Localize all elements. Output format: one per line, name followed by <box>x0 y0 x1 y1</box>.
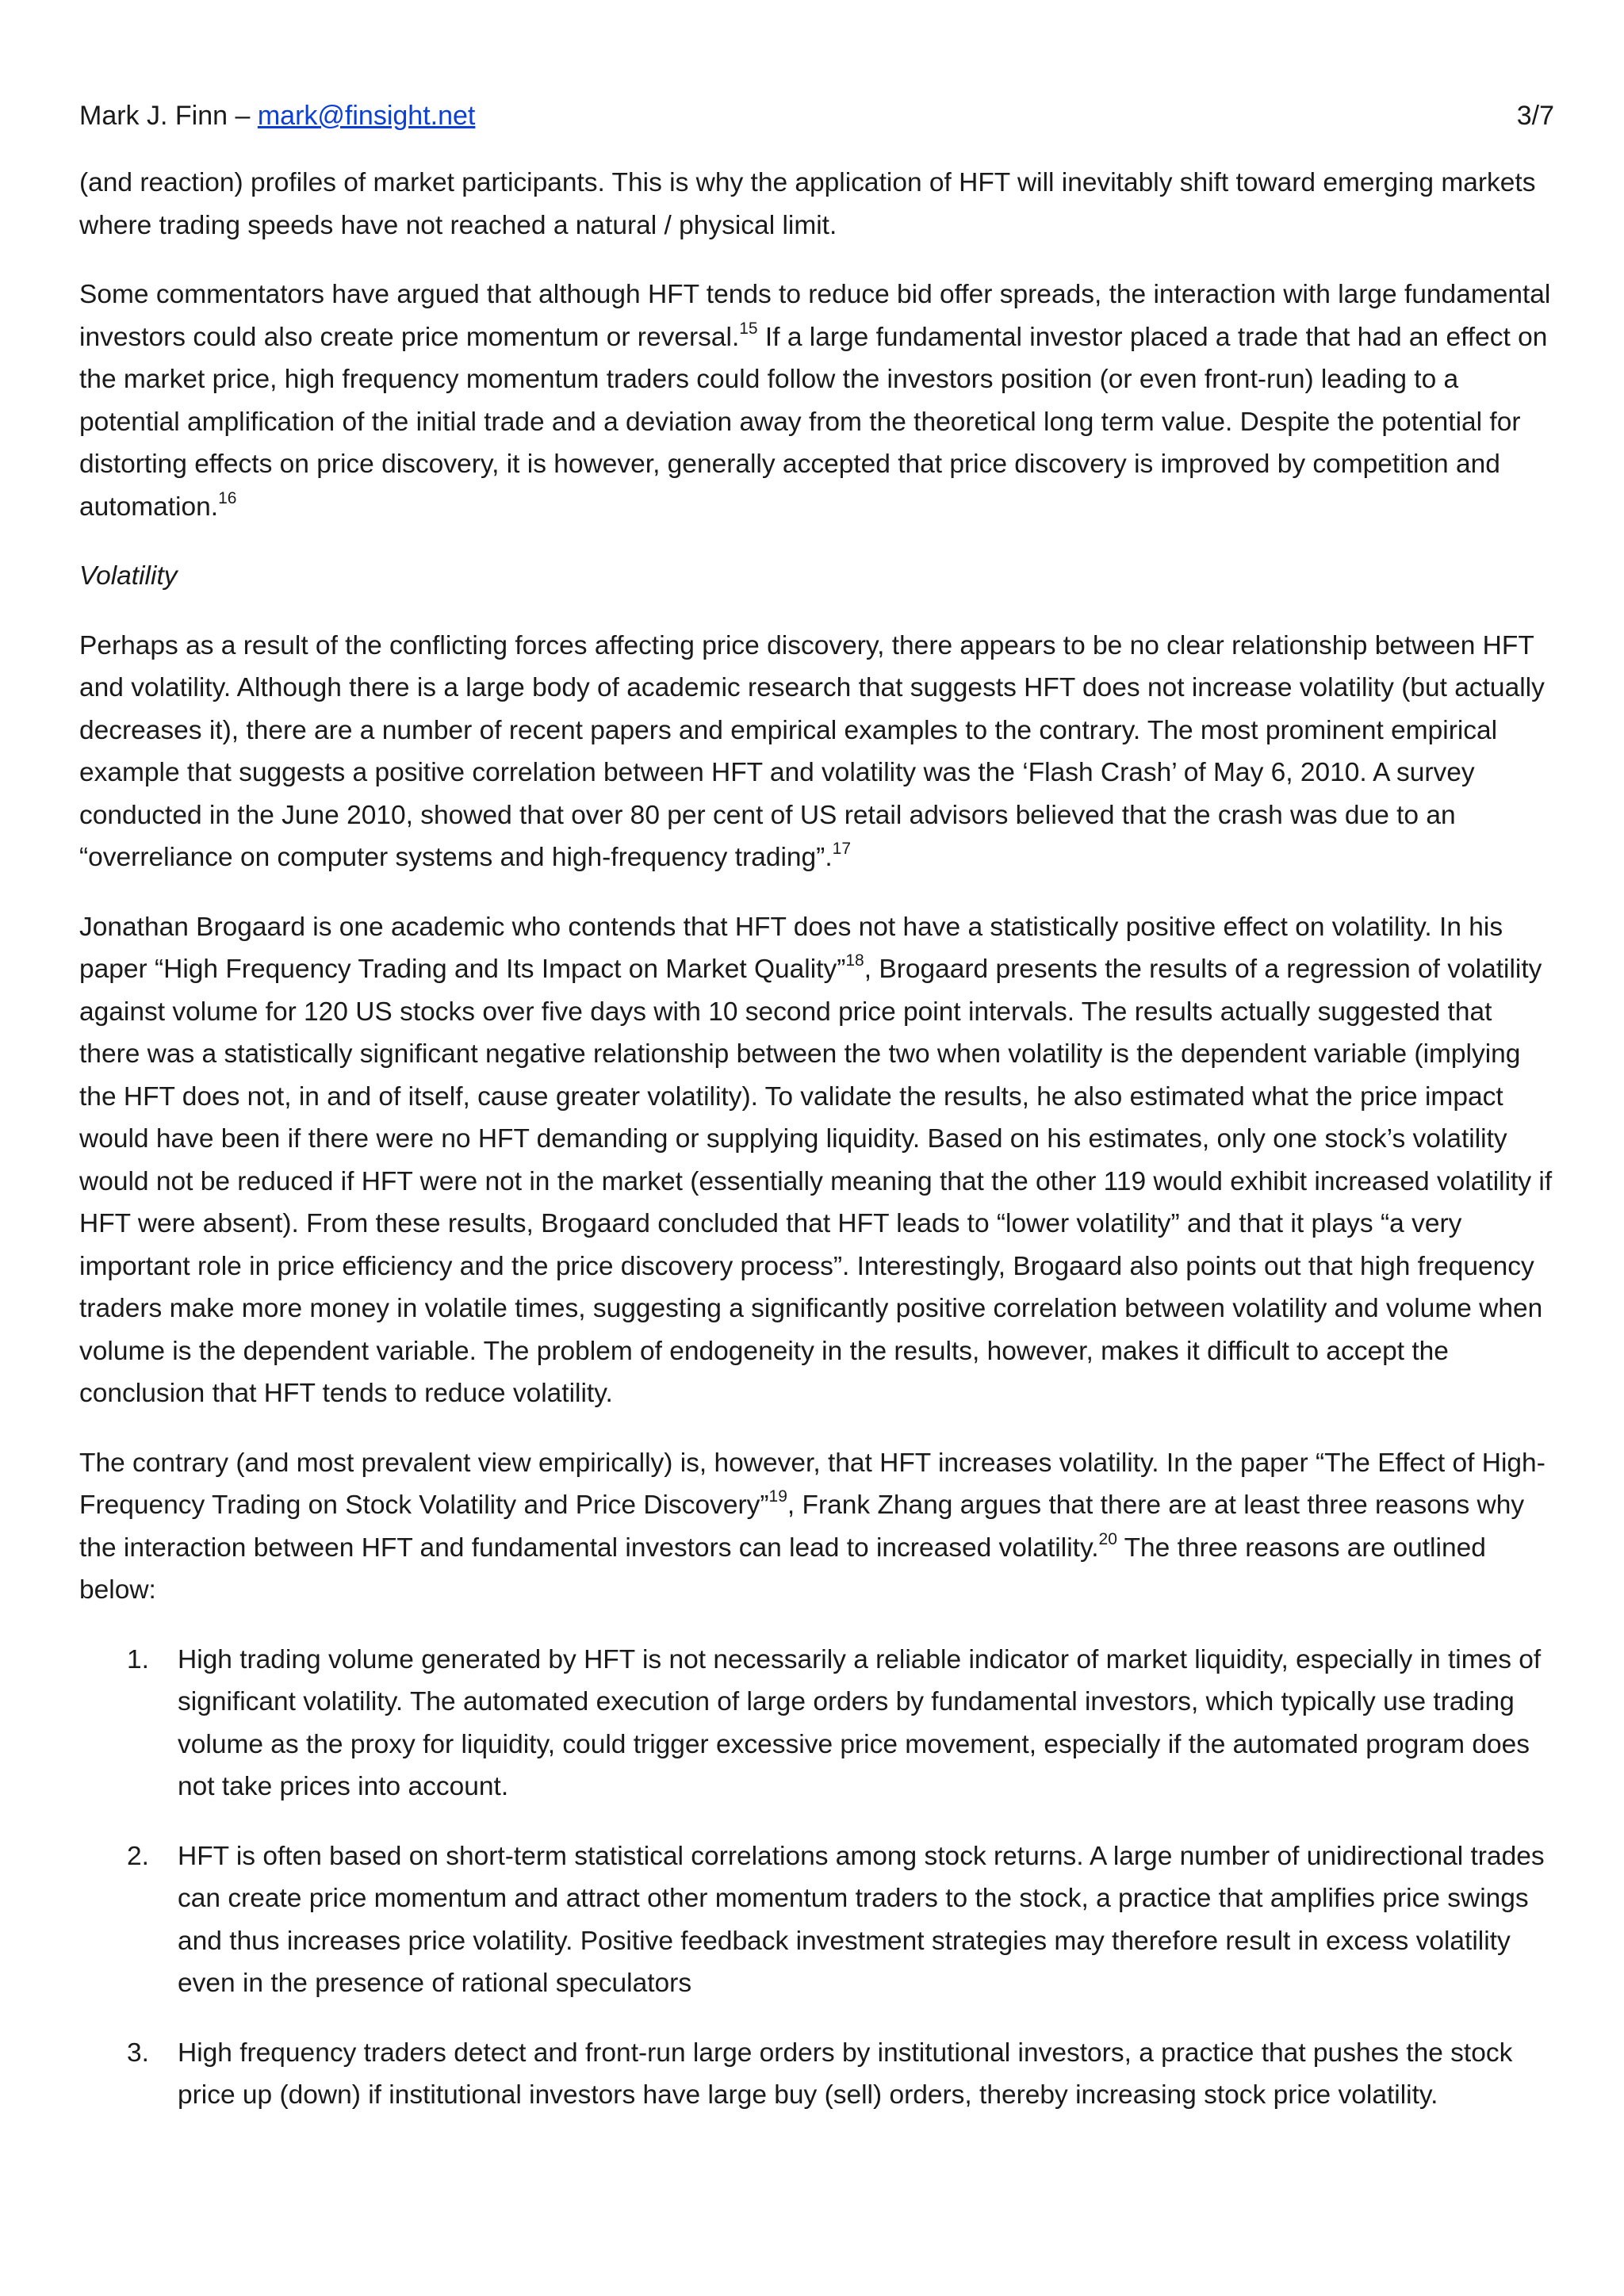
footnote-ref-19: 19 <box>768 1487 787 1506</box>
paragraph-5 <box>79 1442 1554 1612</box>
paragraph-4-text-a: Jonathan Brogaard is one academic who contends that HFT does not have a statistically positive effect on volatility. In his paper “High Frequency Trading and Its Impact on Market Quality” <box>79 912 1503 984</box>
footnote-ref-18: 18 <box>845 951 864 970</box>
author-name: Mark J. Finn – <box>79 101 258 131</box>
document-page <box>79 94 1554 2144</box>
list-item-number: 1. <box>127 1644 149 1674</box>
footnote-ref-16: 16 <box>218 488 237 507</box>
paragraph-4-text-b: , Brogaard presents the results of a regression of volatility against volume for 120 US stocks over five days with 10 second price point intervals. The results actually suggested that there was a statistically significant negative relationship between the two when volatility is the dependent variable (implying the HFT does not, in and of itself, cause greater volatility). To validate the results, he also estimated what the price impact would have been if there were no HFT demanding or supplying liquidity. Based on his estimates, only one stock’s volatility would not be reduced if HFT were not in the market (essentially meaning that the other 119 would exhibit increased volatility if HFT were absent). From these results, Brogaard concluded that HFT leads to “lower volatility” and that it plays “a very important role in price efficiency and the price discovery process”. Interestingly, Brogaard also points out that high frequency traders make more money in volatile times, suggesting a significantly positive correlation between volatility and volume when volume is the dependent variable. The problem of endogeneity in the results, however, makes it difficult to accept the conclusion that HFT tends to reduce volatility. <box>79 955 1553 1408</box>
paragraph-4 <box>79 906 1554 1415</box>
author-email-link[interactable]: mark@finsight.net <box>257 101 476 131</box>
list-item-text: HFT is often based on short-term statistical correlations among stock returns. A large number of unidirectional trades can create price momentum and attract other momentum traders to the stock, a practice that amplifies price swings and thus increases price volatility. Positive feedback investment strategies may therefore result in excess volatility even in the presence of rational speculators <box>178 1841 1545 1998</box>
paragraph-2-text-b: If a large fundamental investor placed a trade that had an effect on the market price, high frequency momentum traders could follow the investors position (or even front-run) leading to a potential amplification of the initial trade and a deviation away from the theoretical long term value. Despite the potential for distorting effects on price discovery, it is however, generally accepted that price discovery is improved by competition and automation. <box>79 322 1548 522</box>
list-item <box>79 2032 1554 2117</box>
paragraph-1 <box>79 162 1554 247</box>
page-header <box>79 94 1554 138</box>
list-item-number: 3. <box>127 2038 149 2068</box>
page-number: 3/7 <box>1516 101 1554 131</box>
paragraph-5-text-c: The three reasons are outlined below: <box>79 1533 1486 1605</box>
paragraph-1-text: (and reaction) profiles of market participants. This is why the application of HFT will inevitably shift toward emerging markets where trading speeds have not reached a natural / physical limit. <box>79 168 1536 240</box>
footnote-ref-15: 15 <box>739 319 758 338</box>
paragraph-5-text-a: The contrary (and most prevalent view empirically) is, however, that HFT increases volatility. In the paper “The Effect of High-Frequency Trading on Stock Volatility and Price Discovery” <box>79 1448 1545 1520</box>
footnote-ref-20: 20 <box>1098 1529 1117 1548</box>
list-item <box>79 1835 1554 2005</box>
list-item-number: 2. <box>127 1841 149 1871</box>
list-item <box>79 1639 1554 1808</box>
list-item-text: High frequency traders detect and front-run large orders by institutional investors, a practice that pushes the stock price up (down) if institutional investors have large buy (sell) orders, thereby increasing stock price volatility. <box>178 2038 1513 2110</box>
paragraph-3-text: Perhaps as a result of the conflicting forces affecting price discovery, there appears to be no clear relationship between HFT and volatility. Although there is a large body of academic research that suggests HFT does not increase volatility (but actually decreases it), there are a number of recent papers and empirical examples to the contrary. The most prominent empirical example that suggests a positive correlation between HFT and volatility was the ‘Flash Crash’ of May 6, 2010. A survey conducted in the June 2010, showed that over 80 per cent of US retail advisors believed that the crash was due to an “overreliance on computer systems and high-frequency trading”. <box>79 630 1545 872</box>
footnote-ref-17: 17 <box>832 840 851 858</box>
list-item-text: High trading volume generated by HFT is not necessarily a reliable indicator of market liquidity, especially in times of significant volatility. The automated execution of large orders by fundamental investors, which typically use trading volume as the proxy for liquidity, could trigger excessive price movement, especially if the automated program does not take prices into account. <box>178 1644 1542 1801</box>
header-author <box>79 94 475 138</box>
reasons-list <box>79 1639 1554 2117</box>
paragraph-2-text-a: Some commentators have argued that although HFT tends to reduce bid offer spreads, the interaction with large fundamental investors could also create price momentum or reversal. <box>79 280 1551 352</box>
paragraph-5-text-b: , Frank Zhang argues that there are at least three reasons why the interaction between HFT and fundamental investors can lead to increased volatility. <box>79 1490 1525 1563</box>
paragraph-2 <box>79 274 1554 528</box>
section-heading-volatility: Volatility <box>79 561 178 591</box>
paragraph-3 <box>79 625 1554 879</box>
